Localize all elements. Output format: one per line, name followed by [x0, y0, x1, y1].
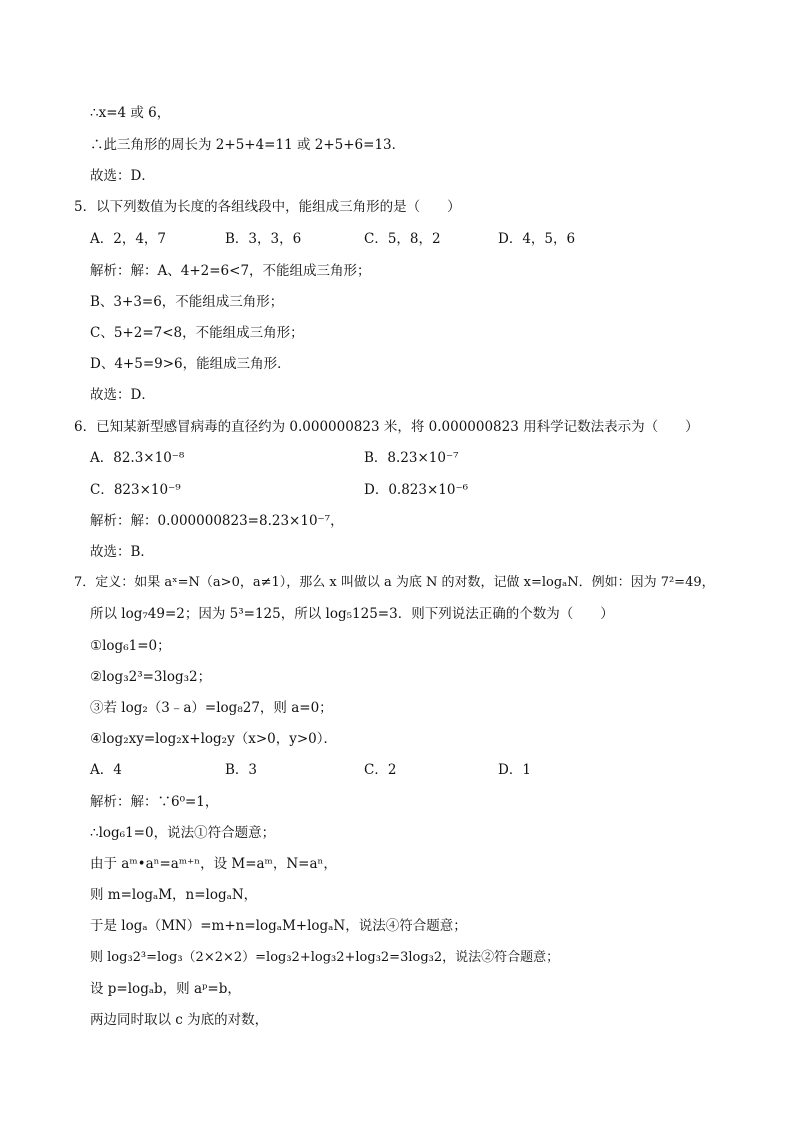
solution-line: 解析：解：∵6⁰=1， [90, 794, 219, 810]
option-a: A．82.3×10⁻⁸ [90, 450, 185, 466]
option-c: C．823×10⁻⁹ [90, 482, 181, 498]
solution-line: ∴log₆1=0，说法①符合题意； [90, 825, 276, 841]
solution-line: ∴此三角形的周长为 2+5+4=11 或 2+5+6=13． [90, 137, 406, 153]
option-b: B．8.23×10⁻⁷ [364, 450, 459, 466]
option-b: B．3，3，6 [225, 231, 302, 247]
solution-line: ∴x=4 或 6， [90, 105, 171, 121]
solution-line: 于是 logₐ（MN）=m+n=logₐM+logₐN，说法④符合题意； [90, 918, 467, 934]
solution-line: 设 p=logₐb，则 aᵖ=b， [90, 981, 241, 997]
option-c: C．2 [364, 762, 397, 778]
question-line: 所以 log₇49=2；因为 5³=125，所以 log₅125=3．则下列说法正确的个数为（ ） [90, 606, 614, 622]
solution-line: D、4+5=9>6，能组成三角形． [90, 356, 291, 372]
statement-2: ②log₃2³=3log₃2； [90, 669, 212, 685]
option-c: C．5，8，2 [364, 231, 441, 247]
answer-line: 故选：D． [90, 387, 155, 403]
statement-1: ①log₆1=0； [90, 638, 171, 654]
question-7: 7．定义：如果 aˣ=N（a>0，a≠1），那么 x 叫做以 a 为底 N 的对数，记做 x=logₐN．例如：因为 7²=49， [74, 575, 715, 590]
question-5: 5．以下列数值为长度的各组线段中，能组成三角形的是（ ） [74, 199, 461, 215]
solution-line: 解析：解：A、4+2=6<7，不能组成三角形； [90, 263, 371, 279]
solution-line: 由于 aᵐ•aⁿ=aᵐ⁺ⁿ，设 M=aᵐ，N=aⁿ， [90, 856, 337, 872]
answer-line: 故选：D． [90, 168, 155, 184]
solution-line: C、5+2=7<8，不能组成三角形； [90, 325, 304, 341]
option-b: B．3 [225, 762, 258, 778]
solution-line: 两边同时取以 c 为底的对数， [90, 1012, 269, 1028]
statement-3: ③若 log₂（3﹣a）=log₈27，则 a=0； [90, 700, 333, 716]
option-d: D．4，5，6 [498, 231, 576, 247]
solution-line: 解析：解：0.000000823=8.23×10⁻⁷， [90, 513, 344, 529]
question-6: 6．已知某新型感冒病毒的直径约为 0.000000823 米，将 0.000000823 用科学记数法表示为（ ） [74, 419, 699, 435]
option-a: A．2，4，7 [90, 231, 167, 247]
solution-line: 则 m=logₐM，n=logₐN， [90, 887, 258, 903]
solution-line: B、3+3=6，不能组成三角形； [90, 294, 284, 310]
statement-4: ④log₂xy=log₂x+log₂y（x>0，y>0）． [90, 731, 337, 747]
option-d: D．0.823×10⁻⁶ [364, 482, 468, 498]
option-a: A．4 [90, 762, 122, 778]
option-d: D．1 [498, 762, 531, 778]
solution-line: 则 log₃2³=log₃（2×2×2）=log₃2+log₃2+log₃2=3log₃2，说法②符合题意； [90, 950, 560, 965]
answer-line: 故选：B． [90, 544, 154, 560]
